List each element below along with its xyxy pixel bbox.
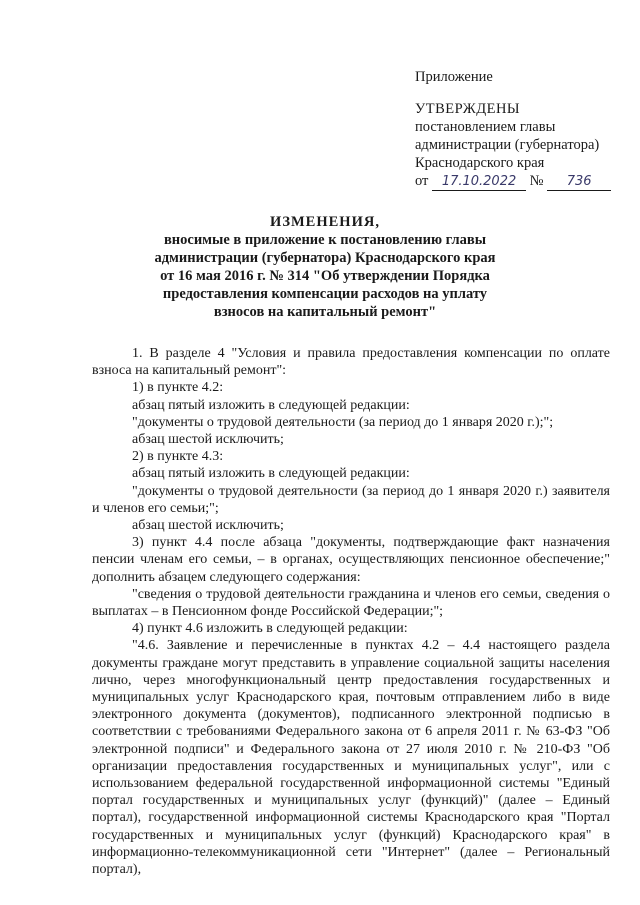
paragraph: 1. В разделе 4 "Условия и правила предоставления компенсации по оплате взноса на капитальный ремонт": xyxy=(92,346,610,379)
paragraph: "сведения о трудовой деятельности гражданина и членов его семьи, сведения о выплатах – в Пенсионном фонде Российской Федерации;"; xyxy=(92,586,610,620)
paragraph: "документы о трудовой деятельности (за период до 1 января 2020 г.) заявителя и членов его семьи;"; xyxy=(92,483,610,516)
paragraph: абзац пятый изложить в следующей редакции: xyxy=(132,397,410,413)
handwritten-number: 736 xyxy=(547,174,611,191)
number-prefix: № xyxy=(529,173,544,189)
title-heading: ИЗМЕНЕНИЯ, xyxy=(270,214,380,230)
title-line: администрации (губернатора) Краснодарского края xyxy=(154,250,496,266)
paragraph: 4) пункт 4.6 изложить в следующей редакции: xyxy=(132,621,408,637)
paragraph: 2) в пункте 4.3: xyxy=(132,449,224,465)
approval-line-3: Краснодарского края xyxy=(415,155,545,171)
paragraph: абзац шестой исключить; xyxy=(132,518,284,534)
title-line: взносов на капитальный ремонт" xyxy=(213,304,437,320)
document-title xyxy=(130,213,520,321)
paragraph: абзац пятый изложить в следующей редакции: xyxy=(132,466,410,482)
paragraph: 1) в пункте 4.2: xyxy=(132,380,224,396)
paragraph: "4.6. Заявление и перечисленные в пунктах 4.2 – 4.4 настоящего раздела документы граждане могут представить в управление социальной защиты населения лично, через многофункциональный центр предоставления государственных и муниципальных услуг Краснодарского края, почтовым отправлением либо в виде электронного документа (документов), подписанного электронной подписью в соответствии с требованиями Федерального закона от 6 апреля 2011 г. № 63-ФЗ "Об электронной подписи" и Федерального закона от 27 июля 2010 г. № 210-ФЗ "Об организации предоставления государственных и муниципальных услуг", или с использованием федеральной государственной информационной системы "Единый портал государственных и муниципальных услуг (функций)" (далее – Единый портал), государственной информационной системы Краснодарского края "Портал государственных и муниципальных услуг (функций) Краснодарского края" в информационно-телекоммуникационной сети "Интернет" (далее – Региональный портал), xyxy=(92,638,610,878)
handwritten-date: 17.10.2022 xyxy=(432,174,526,191)
approval-block xyxy=(415,68,625,191)
paragraph: абзац шестой исключить; xyxy=(132,432,284,448)
appendix-label: Приложение xyxy=(415,69,493,85)
date-prefix: от xyxy=(415,173,429,189)
approval-line-2: администрации (губернатора) xyxy=(415,137,600,153)
document-body xyxy=(92,345,610,878)
title-line: предоставления компенсации расходов на уплату xyxy=(162,286,488,302)
approval-date-line xyxy=(415,172,625,191)
approved-label: УТВЕРЖДЕНЫ xyxy=(415,101,521,117)
title-line: вносимые в приложение к постановлению главы xyxy=(163,232,487,248)
title-line: от 16 мая 2016 г. № 314 "Об утверждении Порядка xyxy=(160,268,490,284)
paragraph: "документы о трудовой деятельности (за период до 1 января 2020 г.);"; xyxy=(132,414,554,430)
paragraph: 3) пункт 4.4 после абзаца "документы, подтверждающие факт назначения пенсии членам его семьи, – в органах, осуществляющих пенсионное обеспечение;" дополнить абзацем следующего содержания: xyxy=(92,535,610,585)
approval-line-1: постановлением главы xyxy=(415,119,556,135)
